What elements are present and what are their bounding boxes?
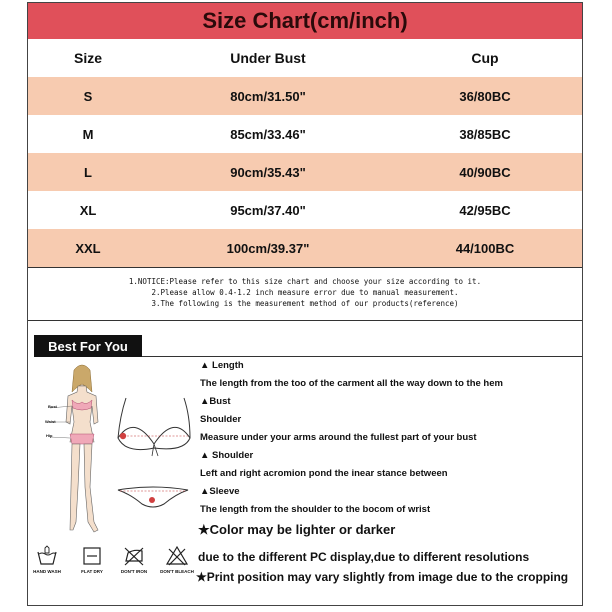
size-chart-title: Size Chart(cm/inch) [28,3,582,39]
best-for-you-label: Best For You [34,335,142,357]
table-row [28,115,582,153]
care-flat-dry [78,545,106,574]
table-divider [28,267,582,268]
care-hand-wash [32,545,62,574]
care-dont-iron [115,545,153,574]
dont-iron-icon [122,545,146,567]
hand-wash-icon [36,545,58,567]
cell-size: XL [79,202,97,218]
cell-under-bust: 80cm/31.50" [230,88,306,104]
notice-line-2: 2.Please allow 0.4-1.2 inch measure error due to manual measurement. [151,288,459,297]
cell-cup: 36/80BC [459,88,511,104]
figure-label-hip: Hip [46,433,53,438]
table-row [28,77,582,115]
table-row [28,191,582,229]
cell-size: S [83,88,93,104]
shoulder-description: Left and right acromion pond the inear stance between [200,468,448,479]
dont-bleach-icon [165,545,189,567]
cell-cup: 42/95BC [459,202,511,218]
table-row [28,153,582,191]
color-note: ★Color may be lighter or darker [198,522,396,537]
sleeve-description: The length from the shoulder to the bocom of wrist [200,504,431,515]
cell-under-bust: 90cm/35.43" [230,164,306,180]
care-label: DON'T BLEACH [160,569,194,574]
notice-line-1: 1.NOTICE:Please refer to this size chart and choose your size according to it. [128,277,482,286]
care-dont-bleach [157,545,197,574]
figure-label-bust: Bust [48,404,57,409]
cell-size: L [84,164,92,180]
header-under-bust: Under Bust [230,50,306,66]
cell-cup: 38/85BC [459,126,511,142]
length-title: ▲ Length [200,360,244,371]
size-table [28,39,582,267]
cell-cup: 40/90BC [459,164,511,180]
cell-under-bust: 100cm/39.37" [226,240,310,256]
header-size: Size [73,50,102,66]
cell-under-bust: 85cm/33.46" [230,126,306,142]
cell-size: XXL [75,240,101,256]
care-label: DON'T IRON [120,569,148,574]
flat-dry-icon [81,545,103,567]
header-cup: Cup [471,50,499,66]
notice-line-3: 3.The following is the measurement method of our products(reference) [151,299,459,308]
panty-illustration [116,484,190,512]
care-label: FLAT DRY [81,569,103,574]
print-note: ★Print position may vary slightly from image due to the cropping [196,570,569,584]
notice-block [28,276,582,309]
bust-description: Measure under your arms around the fullest part of your bust [200,432,477,443]
notice-divider [28,320,582,321]
sleeve-title: ▲Sleeve [200,486,240,497]
cell-under-bust: 95cm/37.40" [230,202,306,218]
cell-cup: 44/100BC [455,240,515,256]
length-description: The length from the too of the carment all the way down to the hem [200,378,503,389]
shoulder-title: ▲ Shoulder [200,450,254,461]
display-note: due to the different PC display,due to different resolutions [198,550,530,564]
cell-size: M [82,126,94,142]
shoulder-word: Shoulder [200,414,242,425]
table-header-row [28,39,582,77]
bust-title: ▲Bust [200,396,231,407]
care-label: HAND WASH [33,569,61,574]
figure-label-waist: Waist [45,419,56,424]
bra-illustration [114,396,194,458]
model-figure-illustration [40,362,120,537]
table-row [28,229,582,267]
best-for-you-underline [142,356,582,357]
